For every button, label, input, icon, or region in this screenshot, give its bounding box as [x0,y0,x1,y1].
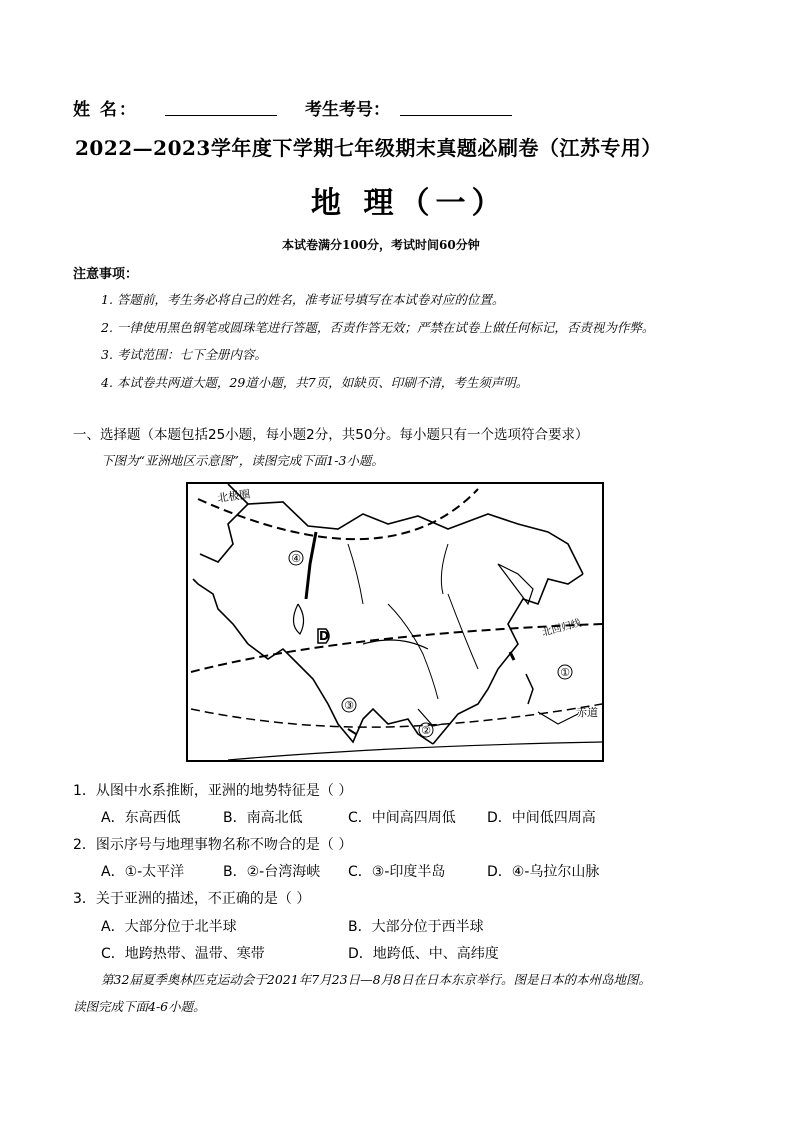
q1-option-d[interactable]: D．中间低四周高 [487,810,596,826]
subject-title: 地 理（一） [311,186,508,221]
q3-option-c[interactable]: C．地跨热带、温带、寒带 [101,946,265,962]
q3-option-d[interactable]: D．地跨低、中、高纬度 [348,946,499,962]
q2-option-c[interactable]: C．③-印度半岛 [348,864,446,880]
name-label: 姓 名： [73,100,138,120]
q1-option-a[interactable]: A．东高西低 [101,810,181,826]
next-intro-line-1: 第32届夏季奥林匹克运动会于2021年7月23日—8月8日在日本东京举行。图是日本的本州岛地图。 [101,972,651,987]
arctic-label: 北极圈 [216,487,252,505]
marker-d: D [319,629,329,643]
q2-option-a[interactable]: A．①-太平洋 [101,864,185,880]
west-coast [193,504,248,644]
question-1-stem: 1．从图中水系推断，亚洲的地势特征是（ ） [73,783,353,799]
q1-option-b[interactable]: B．南高北低 [223,810,303,826]
question-2-stem: 2．图示序号与地理事物名称不吻合的是（ ） [73,837,353,853]
asia-map [186,482,604,762]
id-blank[interactable] [400,99,512,116]
marker-3: ③ [344,699,354,712]
q2-option-d[interactable]: D．④-乌拉尔山脉 [487,864,600,880]
q3-option-b[interactable]: B．大部分位于西半球 [348,919,484,935]
tropic-label: 北回归线 [540,617,583,639]
next-intro-line-2: 读图完成下面4-6小题。 [73,999,206,1014]
note-item: 2. 一律使用黑色钢笔或圆珠笔进行答题，否责作答无效；严禁在试卷上做任何标记，否责视为作弊。 [101,320,655,335]
exam-title: 2022—2023学年度下学期七年级期末真题必刷卷（江苏专用） [75,136,662,160]
section-intro: 下图为“亚洲地区示意图”，读图完成下面1-3小题。 [101,453,384,468]
equator-line [191,704,602,727]
exam-info: 本试卷满分100分，考试时间60分钟 [282,238,480,252]
note-item: 4. 本试卷共两道大题，29道小题，共7页，如缺页、印刷不清，考生须声明。 [101,375,529,390]
id-label: 考生考号： [305,100,390,120]
section-heading: 一、选择题（本题包括25小题，每小题2分，共50分。每小题只有一个选项符合要求） [73,427,589,443]
marker-1: ① [560,666,570,679]
notes-heading: 注意事项： [73,267,139,282]
equator-label: 赤道 [576,706,598,719]
ural-mountains [306,532,316,599]
east-coast [433,574,583,744]
marker-4: ④ [291,552,301,565]
note-item: 1. 答题前，考生务必将自己的姓名，准考证号填写在本试卷对应的位置。 [101,292,505,307]
south-coast [248,644,433,744]
marker-2: ② [421,724,431,737]
q2-option-b[interactable]: B．②-台湾海峡 [223,864,321,880]
name-blank[interactable] [165,99,277,116]
q1-option-c[interactable]: C．中间高四周低 [348,810,456,826]
note-item: 3. 考试范围：七下全册内容。 [101,347,267,362]
question-3-stem: 3．关于亚洲的描述，不正确的是（ ） [73,891,311,907]
q3-option-a[interactable]: A．大部分位于北半球 [101,919,237,935]
